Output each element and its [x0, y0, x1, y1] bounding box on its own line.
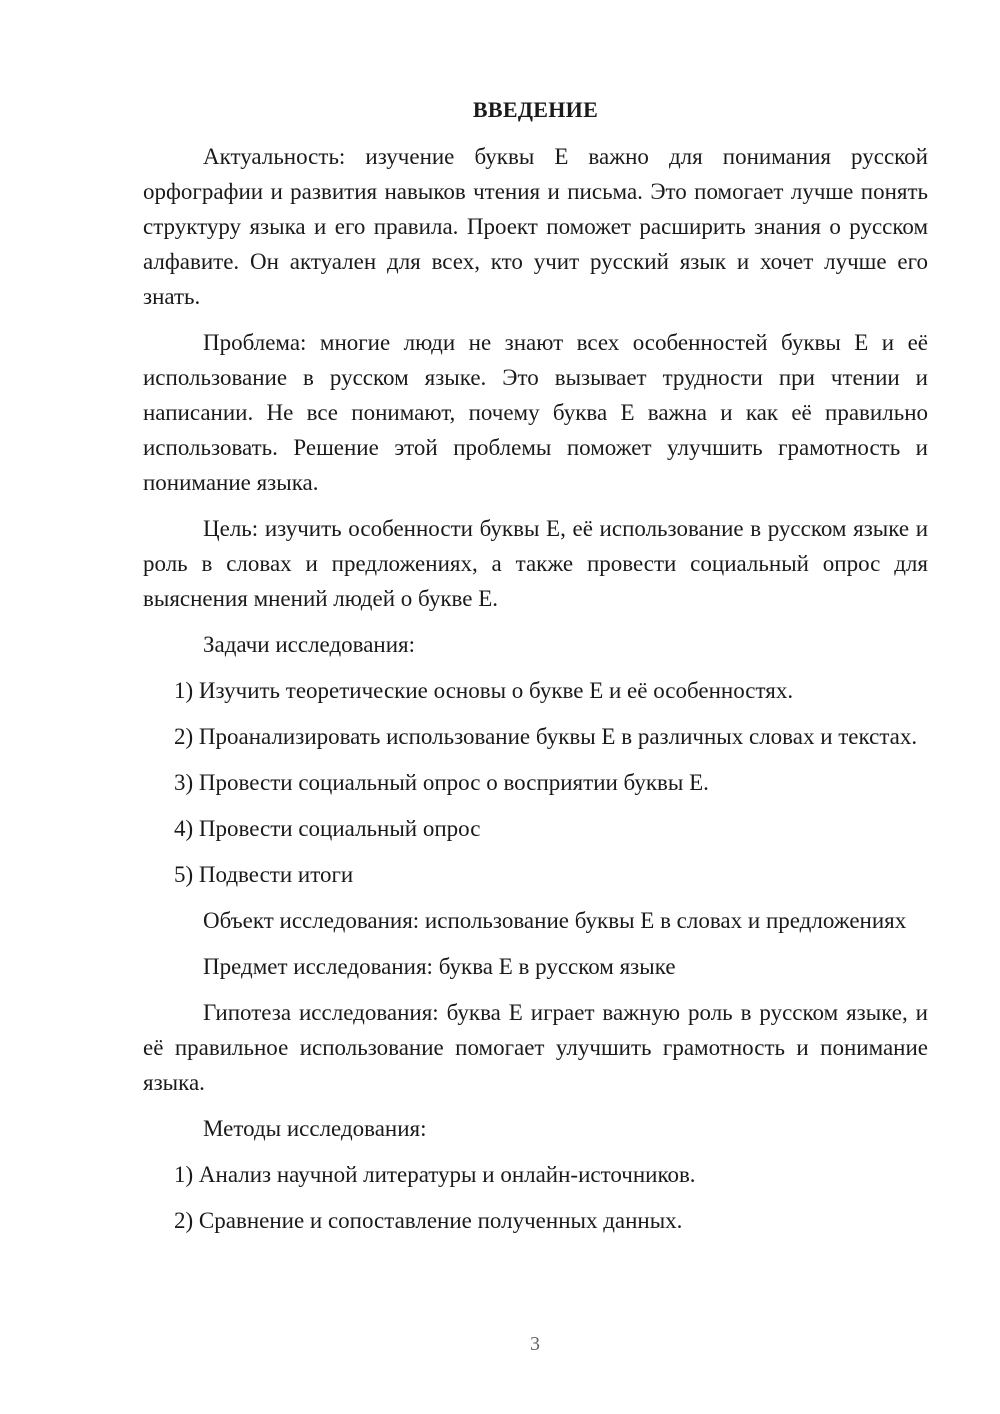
- page-title: ВВЕДЕНИЕ: [472, 97, 599, 122]
- method-item-2: 2) Сравнение и сопоставление полученных данных.: [174, 1208, 683, 1233]
- task-item-3: 3) Провести социальный опрос о восприятии буквы Е.: [174, 770, 709, 795]
- tasks-label: Задачи исследования:: [203, 632, 416, 657]
- task-item-4: 4) Провести социальный опрос: [174, 816, 481, 841]
- hypothesis-paragraph: Гипотеза исследования: буква Е играет важную роль в русском языке, и её правильное использование помогает улучшить грамотность и понимание языка.: [143, 1000, 928, 1095]
- subject-paragraph: Предмет исследования: буква Е в русском языке: [203, 954, 676, 979]
- problem-paragraph: Проблема: многие люди не знают всех особенностей буквы Е и её использование в русском языке. Это вызывает трудности при чтении и написании. Не все понимают, почему буква Е важна и как её правильно использовать. Решение этой проблемы поможет улучшить грамотность и понимание языка.: [143, 330, 928, 495]
- methods-label: Методы исследования:: [203, 1116, 427, 1141]
- task-item-2: 2) Проанализировать использование буквы Е в различных словах и текстах.: [174, 724, 918, 749]
- task-item-1: 1) Изучить теоретические основы о букве Е и её особенностях.: [174, 678, 794, 703]
- task-item-5: 5) Подвести итоги: [174, 862, 354, 887]
- goal-paragraph: Цель: изучить особенности буквы Е, её использование в русском языке и роль в словах и предложениях, а также провести социальный опрос для выяснения мнений людей о букве Е.: [143, 516, 928, 611]
- page-number: 3: [530, 1333, 540, 1355]
- relevance-paragraph: Актуальность: изучение буквы Е важно для понимания русской орфографии и развития навыков чтения и письма. Это помогает лучше понять структуру языка и его правила. Проект поможет расширить знания о русском алфавите. Он актуален для всех, кто учит русский язык и хочет лучше его знать.: [143, 144, 928, 309]
- object-paragraph: Объект исследования: использование буквы Е в словах и предложениях: [203, 908, 907, 933]
- document-page: [143, 94, 928, 1249]
- method-item-1: 1) Анализ научной литературы и онлайн-источников.: [174, 1162, 696, 1187]
